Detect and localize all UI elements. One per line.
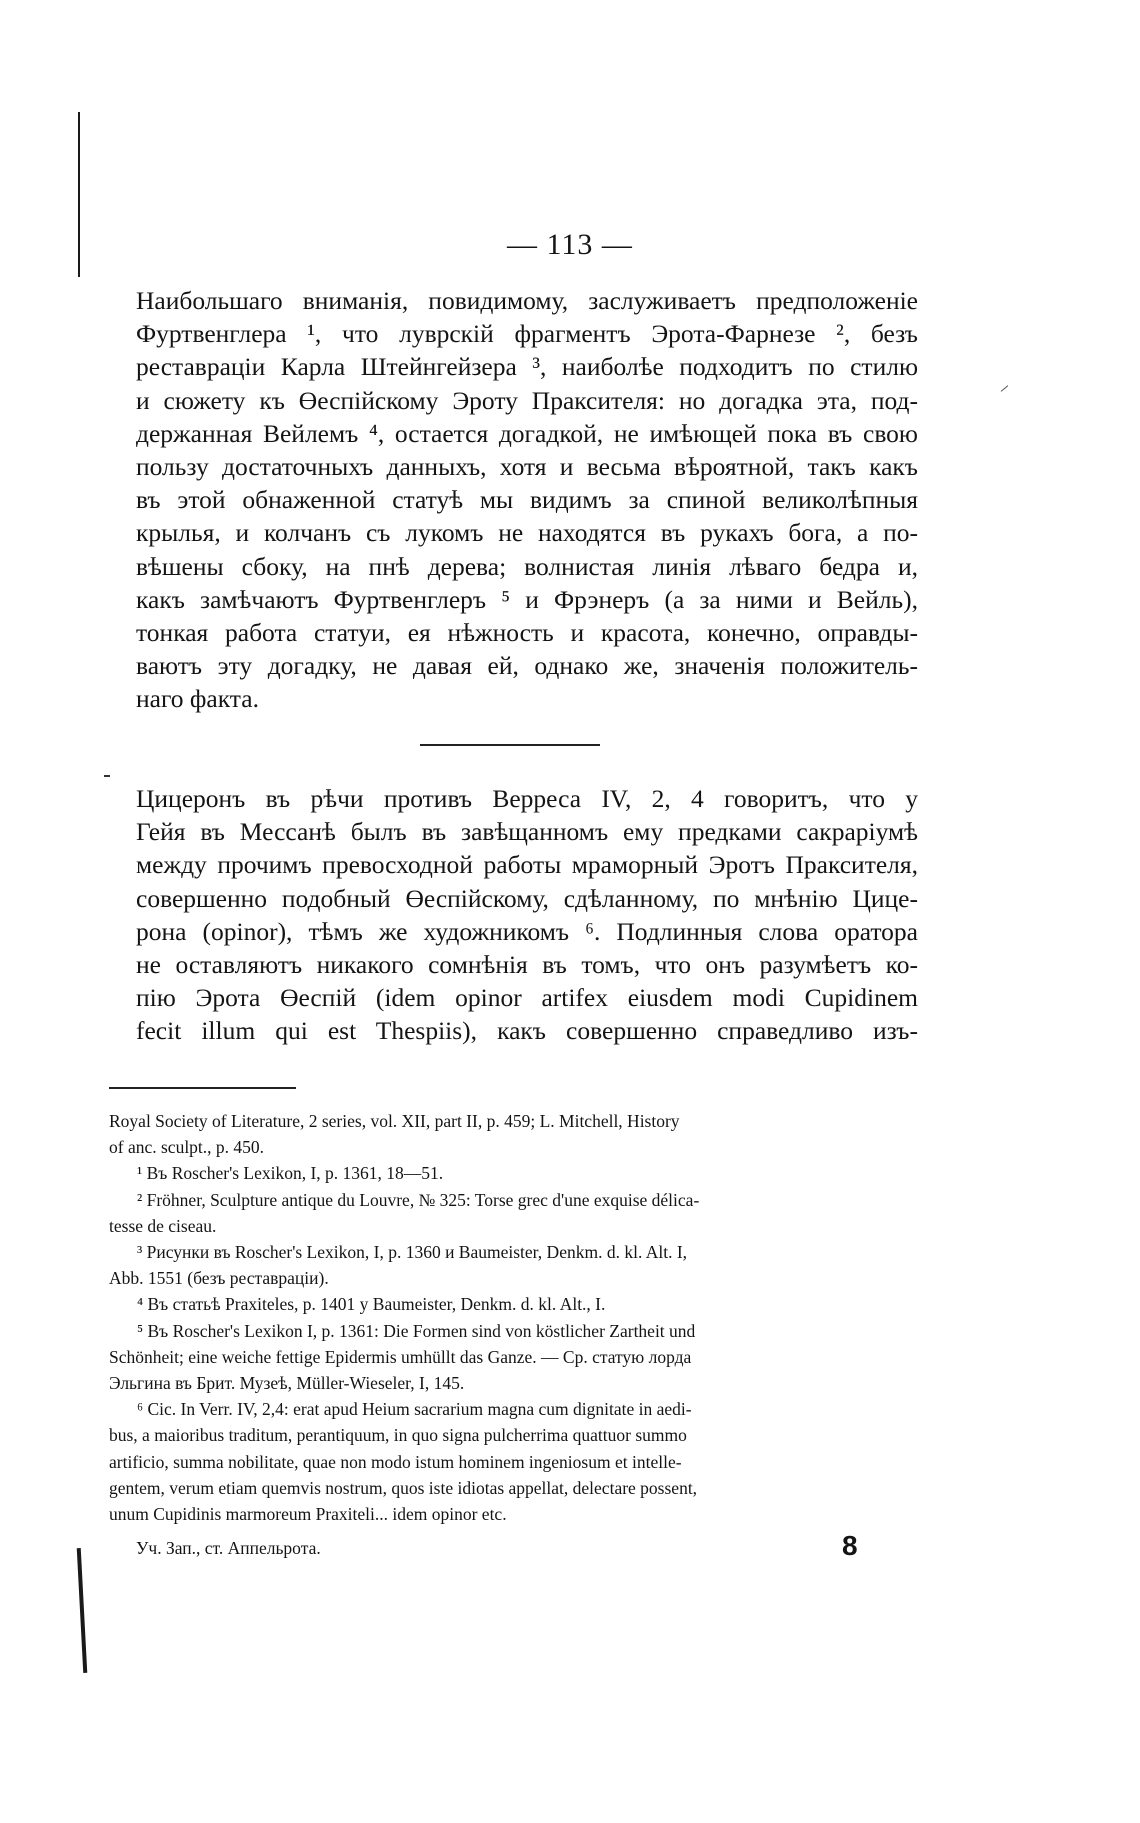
text-line: вѣшены сбоку, на пнѣ дерева; волнистая линія лѣваго бедра и,	[136, 551, 918, 581]
text-line: держанная Вейлемъ ⁴, остается догадкой, не имѣющей пока въ свою	[136, 418, 918, 448]
scan-margin-line-bottom	[77, 1548, 88, 1673]
footnote-line: ⁵ Въ Roscher's Lexikon I, p. 1361: Die Formen sind von köstlicher Zartheit und	[137, 1320, 696, 1341]
scan-stray-mark	[1001, 385, 1009, 392]
text-line: рона (opinor), тѣмъ же художникомъ ⁶. Подлинныя слова оратора	[136, 916, 918, 946]
text-line: ваютъ эту догадку, не давая ей, однако же, значенія положитель-	[136, 651, 918, 681]
footnote-rule	[109, 1087, 296, 1089]
text-line: fecit illum qui est Thespiis), какъ совершенно справедливо изъ-	[136, 1016, 918, 1046]
footnote-continuation	[109, 1108, 919, 1160]
footnote-line: ¹ Въ Roscher's Lexikon, I, p. 1361, 18—51.	[137, 1163, 444, 1184]
text-line: между прочимъ превосходной работы мраморный Эротъ Праксителя,	[136, 850, 918, 880]
footnote-1	[109, 1160, 919, 1186]
text-line: крылья, и колчанъ съ лукомъ не находятся въ рукахъ бога, а по-	[136, 518, 918, 548]
footnote-line: Эльгина въ Брит. Музеѣ, Müller-Wieseler, I, 145.	[109, 1373, 465, 1394]
text-line: какъ замѣчаютъ Фуртвенглеръ ⁵ и Фрэнеръ (а за ними и Вейль),	[136, 584, 918, 614]
text-line: совершенно подобный Өеспійскому, сдѣланному, по мнѣнію Цице-	[136, 883, 918, 913]
text-line: Фуртвенглера ¹, что луврскій фрагментъ Эрота-Фарнезе ², безъ	[136, 319, 918, 349]
footnote-3	[109, 1239, 919, 1291]
footnote-2	[109, 1187, 919, 1239]
footnote-line: artificio, summa nobilitate, quae non modo istum hominem ingeniosum et intelle-	[109, 1451, 682, 1472]
footnote-line: ³ Рисунки въ Roscher's Lexikon, I, p. 1360 и Baumeister, Denkm. d. kl. Alt. I,	[137, 1242, 688, 1263]
page-footer	[136, 1530, 918, 1566]
footnote-4	[109, 1291, 919, 1317]
text-line: въ этой обнаженной статуѣ мы видимъ за спиной великолѣпныя	[136, 485, 918, 515]
footnotes	[109, 1108, 919, 1527]
sheet-number: 8	[842, 1530, 858, 1561]
text-line: наго факта.	[136, 684, 259, 714]
text-line: тонкая работа статуи, ея нѣжность и красота, конечно, оправды-	[136, 618, 918, 648]
footer-signature: Уч. Зап., ст. Аппельрота.	[136, 1538, 321, 1558]
footnote-line: Royal Society of Literature, 2 series, vol. XII, part II, p. 459; L. Mitchell, History	[109, 1111, 680, 1131]
text-line: Гейя въ Мессанѣ былъ въ завѣщанномъ ему предками сакраріумѣ	[136, 817, 918, 847]
page-number: — 113 —	[507, 228, 633, 261]
footnote-line: unum Cupidinis marmoreum Praxiteli... idem opinor etc.	[109, 1504, 507, 1525]
footnote-line: ⁶ Cic. In Verr. IV, 2,4: erat apud Heium sacrarium magna cum dignitate in aedi-	[137, 1399, 692, 1420]
footnote-line: tesse de ciseau.	[109, 1215, 217, 1236]
text-line: Наибольшаго вниманія, повидимому, заслуживаетъ предположеніе	[136, 286, 918, 315]
footnote-line: Abb. 1551 (безъ реставраціи).	[109, 1268, 329, 1289]
footnote-line: bus, a maioribus traditum, perantiquum, in quo signa pulcherrima quattuor summo	[109, 1425, 687, 1446]
section-separator	[420, 744, 600, 746]
text-line: и сюжету къ Өеспійскому Эроту Праксителя: но догадка эта, под-	[136, 385, 918, 415]
footnote-line: of anc. sculpt., p. 450.	[109, 1137, 265, 1158]
paragraph-cicero-verres	[136, 782, 918, 1048]
scan-dash-mark	[104, 775, 110, 777]
footnote-line: gentem, verum etiam quemvis nostrum, quos iste idiotas appellat, delectare possent,	[109, 1477, 698, 1498]
text-line: не оставляютъ никакого сомнѣнія въ томъ, что онъ разумѣетъ ко-	[136, 950, 918, 980]
text-line: пію Эрота Өеспій (idem opinor artifex eiusdem modi Cupidinem	[136, 983, 918, 1013]
paragraph-praxiteles-eros	[136, 284, 918, 716]
text-line: пользу достаточныхъ данныхъ, хотя и весьма вѣроятной, такъ какъ	[136, 452, 918, 482]
footnote-5	[109, 1318, 919, 1397]
footnote-line: ⁴ Въ статьѣ Praxiteles, p. 1401 у Baumeister, Denkm. d. kl. Alt., I.	[137, 1294, 606, 1315]
footnote-6	[109, 1396, 919, 1527]
footnote-line: ² Fröhner, Sculpture antique du Louvre, № 325: Torse grec d'une exquise délica-	[137, 1189, 700, 1210]
footnote-line: Schönheit; eine weiche fettige Epidermis umhüllt das Ganze. — Ср. статую лорда	[109, 1346, 692, 1367]
text-line: Цицеронъ въ рѣчи противъ Верреса IV, 2, 4 говоритъ, что у	[136, 784, 918, 813]
text-line: реставраціи Карла Штейнгейзера ³, наиболѣе подходитъ по стилю	[136, 352, 918, 382]
